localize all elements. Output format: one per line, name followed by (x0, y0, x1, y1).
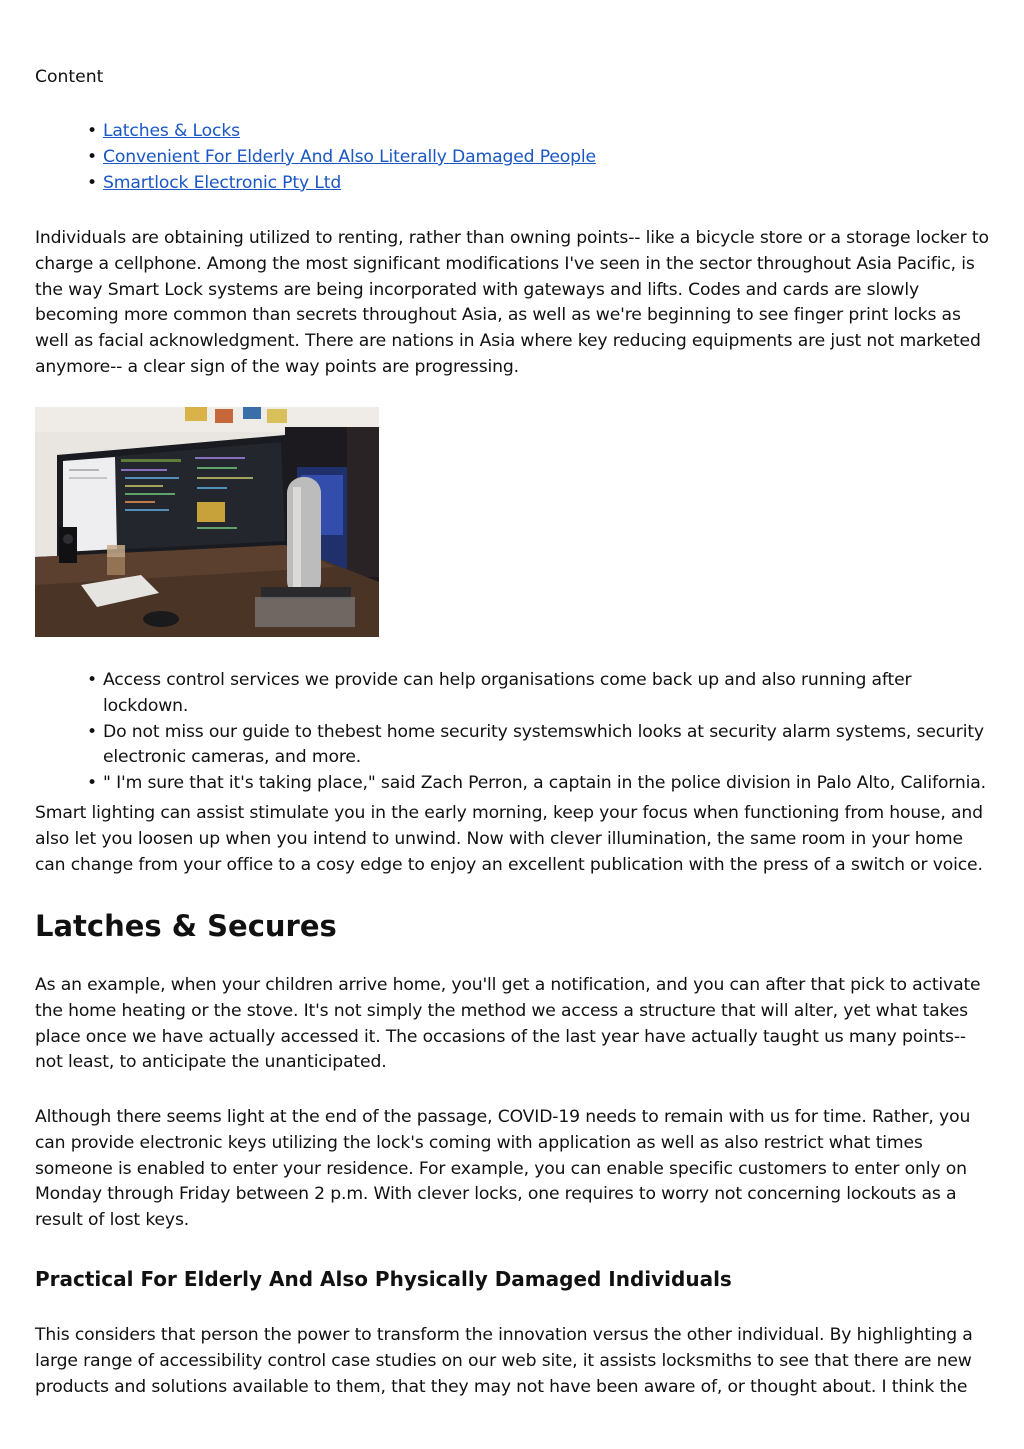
heading-latches-secures: Latches & Secures (35, 909, 337, 943)
table-of-contents (35, 119, 596, 196)
considers-paragraph: This considers that person the power to transform the innovation versus the other individual. By highlighting a large range of accessibility control case studies on our web site, it assists locksmiths to see that there are new products and solutions available to them, that they may not have been aware of, or thought about. I think the (35, 1325, 973, 1397)
intro-paragraph: Individuals are obtaining utilized to renting, rather than owning points-- like a bicycle store or a storage locker to charge a cellphone. Among the most significant modifications I've seen in the sector throughout Asia Pacific, is the way Smart Lock systems are being incorporated with gateways and lifts. Codes and cards are slowly becoming more common than secrets throughout Asia, as well as we're beginning to see finger print locks as well as facial acknowledgment. There are nations in Asia where key reducing equipments are just not marketed anymore-- a clear sign of the way points are progressing. (35, 228, 989, 377)
toc-link-latches[interactable]: Latches & Locks (103, 121, 240, 141)
example-paragraph: As an example, when your children arrive home, you'll get a notification, and you can after that pick to activate the home heating or the stove. It's not simply the method we access a structure that will alter, yet what takes place once we have actually accessed it. The occasions of the last year have actually taught us many points-- not least, to anticipate the unanticipated. (35, 975, 981, 1073)
covid-paragraph: Although there seems light at the end of the passage, COVID-19 needs to remain with us for time. Rather, you can provide electronic keys utilizing the lock's coming with application as well as also restrict what times someone is enabled to enter your residence. For example, you can enable specific customers to enter only on Monday through Friday between 2 p.m. With clever locks, one requires to worry not concerning lockouts as a result of lost keys. (35, 1107, 971, 1231)
toc-link-convenient[interactable]: Convenient For Elderly And Also Literally Damaged People (103, 146, 596, 167)
toc-link-smartlock[interactable]: Smartlock Electronic Pty Ltd (103, 172, 342, 193)
list-item: • Access control services we provide can help organisations come back up and also running after lockdown. (35, 668, 995, 720)
heading-practical-elderly: Practical For Elderly And Also Physically Damaged Individuals (35, 1267, 732, 1291)
toc-label: Content (35, 67, 104, 87)
feature-bullets (35, 668, 995, 797)
desk-setup-photo (35, 407, 379, 637)
desk-setup-illustration (35, 407, 379, 637)
list-item: • " I'm sure that it's taking place," said Zach Perron, a captain in the police division in Palo Alto, California. (35, 771, 995, 797)
list-item: • Do not miss our guide to thebest home security systemswhich looks at security alarm systems, security electronic cameras, and more. (35, 720, 995, 772)
toc-item (35, 145, 596, 171)
toc-item (35, 119, 596, 145)
toc-item (35, 171, 596, 197)
lighting-paragraph: Smart lighting can assist stimulate you in the early morning, keep your focus when functioning from house, and also let you loosen up when you intend to unwind. Now with clever illumination, the same room in your home can change from your office to a cosy edge to enjoy an excellent publication with the press of a switch or voice. (35, 803, 983, 875)
